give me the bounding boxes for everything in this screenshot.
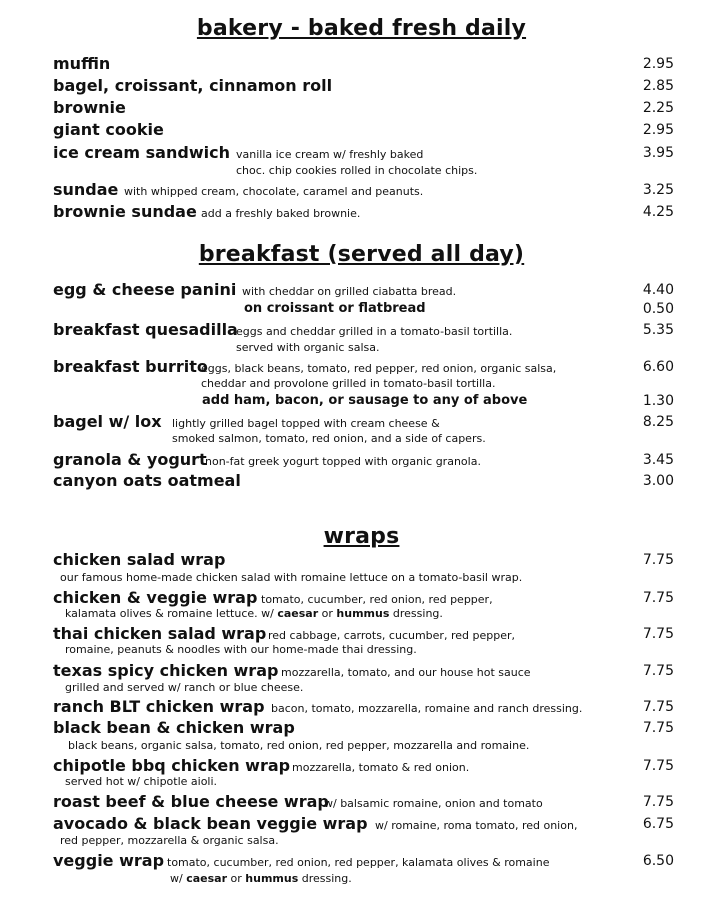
item-description: black beans, organic salsa, tomato, red onion, red pepper, mozzarella and romaine.	[68, 739, 530, 752]
item-description: smoked salmon, tomato, red onion, and a side of capers.	[172, 432, 486, 445]
item-name: muffin	[53, 54, 111, 73]
item-description: tomato, cucumber, red onion, red pepper, kalamata olives & romaine	[167, 856, 550, 869]
item-description: romaine, peanuts & noodles with our home-made thai dressing.	[65, 643, 417, 656]
item-name: breakfast quesadilla	[53, 320, 238, 339]
item-name: thai chicken salad wrap	[53, 624, 267, 643]
item-addon: on croissant or flatbread	[244, 301, 426, 316]
item-price: 7.75	[642, 758, 674, 774]
dressing-hummus: hummus	[336, 607, 390, 620]
item-name: chicken & veggie wrap	[53, 588, 258, 607]
item-name: ranch BLT chicken wrap	[53, 697, 265, 716]
item-description: our famous home-made chicken salad with romaine lettuce on a tomato-basil wrap.	[60, 571, 523, 584]
item-name: egg & cheese panini	[53, 280, 237, 299]
item-description: eggs and cheddar grilled in a tomato-basil tortilla.	[236, 325, 513, 338]
item-description: served with organic salsa.	[236, 341, 380, 354]
item-price: 6.50	[642, 853, 674, 869]
dressing-or: or	[321, 607, 333, 620]
item-description: cheddar and provolone grilled in tomato-basil tortilla.	[201, 377, 496, 390]
item-price: 3.45	[642, 452, 674, 468]
item-name: veggie wrap	[53, 851, 165, 870]
item-description: mozzarella, tomato, and our house hot sauce	[281, 666, 531, 679]
dressing-caesar: caesar	[186, 872, 228, 885]
item-description: vanilla ice cream w/ freshly baked	[236, 148, 424, 161]
item-name: black bean & chicken wrap	[53, 718, 295, 737]
item-name: ice cream sandwich	[53, 143, 230, 162]
item-price: 7.75	[642, 794, 674, 810]
item-description: non-fat greek yogurt topped with organic granola.	[205, 455, 481, 468]
item-name: chipotle bbq chicken wrap	[53, 756, 291, 775]
item-addon: add ham, bacon, or sausage to any of above	[202, 393, 528, 408]
item-name: brownie sundae	[53, 202, 197, 221]
item-description: grilled and served w/ ranch or blue cheese.	[65, 681, 304, 694]
section-title-bakery: bakery - baked fresh daily	[196, 16, 527, 41]
dressing-hummus: hummus	[245, 872, 299, 885]
item-price: 2.95	[642, 56, 674, 72]
item-description: red pepper, mozzarella & organic salsa.	[60, 834, 279, 847]
section-title-breakfast: breakfast (served all day)	[198, 242, 525, 267]
item-name: bagel, croissant, cinnamon roll	[53, 76, 333, 95]
item-price: 4.40	[642, 282, 674, 298]
item-price: 6.60	[642, 359, 674, 375]
item-price: 5.35	[642, 322, 674, 338]
item-description	[65, 607, 443, 620]
item-name: chicken salad wrap	[53, 550, 226, 569]
item-description: lightly grilled bagel topped with cream cheese &	[172, 417, 440, 430]
item-name: avocado & black bean veggie wrap	[53, 814, 368, 833]
item-description-text: kalamata olives & romaine lettuce. w/	[65, 607, 274, 620]
item-name: roast beef & blue cheese wrap	[53, 792, 329, 811]
item-price: 7.75	[642, 720, 674, 736]
item-name: giant cookie	[53, 120, 164, 139]
item-description: add a freshly baked brownie.	[201, 207, 361, 220]
item-description: mozzarella, tomato & red onion.	[292, 761, 470, 774]
item-description: red cabbage, carrots, cucumber, red pepper,	[268, 629, 515, 642]
item-description: served hot w/ chipotle aioli.	[65, 775, 218, 788]
item-description: choc. chip cookies rolled in chocolate chips.	[236, 164, 478, 177]
item-price: 7.75	[642, 552, 674, 568]
item-price: 0.50	[642, 301, 674, 317]
item-price: 1.30	[642, 393, 674, 409]
item-description	[170, 872, 352, 885]
item-description: tomato, cucumber, red onion, red pepper,	[261, 593, 493, 606]
item-name: texas spicy chicken wrap	[53, 661, 279, 680]
item-price: 6.75	[642, 816, 674, 832]
dressing-suffix: dressing.	[301, 872, 352, 885]
item-price: 3.95	[642, 145, 674, 161]
item-price: 2.85	[642, 78, 674, 94]
item-price: 4.25	[642, 204, 674, 220]
item-price: 7.75	[642, 590, 674, 606]
dressing-suffix: dressing.	[392, 607, 443, 620]
dressing-or: or	[230, 872, 242, 885]
item-price: 3.00	[642, 473, 674, 489]
dressing-caesar: caesar	[277, 607, 319, 620]
item-price: 7.75	[642, 699, 674, 715]
item-description: with cheddar on grilled ciabatta bread.	[242, 285, 457, 298]
item-name: sundae	[53, 180, 119, 199]
item-name: granola & yogurt	[53, 450, 207, 469]
section-title-wraps: wraps	[323, 524, 400, 549]
item-price: 8.25	[642, 414, 674, 430]
item-name: bagel w/ lox	[53, 412, 162, 431]
item-description-text: w/	[170, 872, 183, 885]
item-description: w/ balsamic romaine, onion and tomato	[324, 797, 543, 810]
item-price: 2.25	[642, 100, 674, 116]
item-description: bacon, tomato, mozzarella, romaine and ranch dressing.	[271, 702, 583, 715]
item-price: 2.95	[642, 122, 674, 138]
item-price: 7.75	[642, 626, 674, 642]
item-name: breakfast burrito	[53, 357, 208, 376]
item-price: 7.75	[642, 663, 674, 679]
item-description: w/ romaine, roma tomato, red onion,	[375, 819, 578, 832]
item-description: eggs, black beans, tomato, red pepper, red onion, organic salsa,	[201, 362, 557, 375]
item-name: canyon oats oatmeal	[53, 471, 241, 490]
item-price: 3.25	[642, 182, 674, 198]
item-name: brownie	[53, 98, 126, 117]
item-description: with whipped cream, chocolate, caramel and peanuts.	[124, 185, 424, 198]
